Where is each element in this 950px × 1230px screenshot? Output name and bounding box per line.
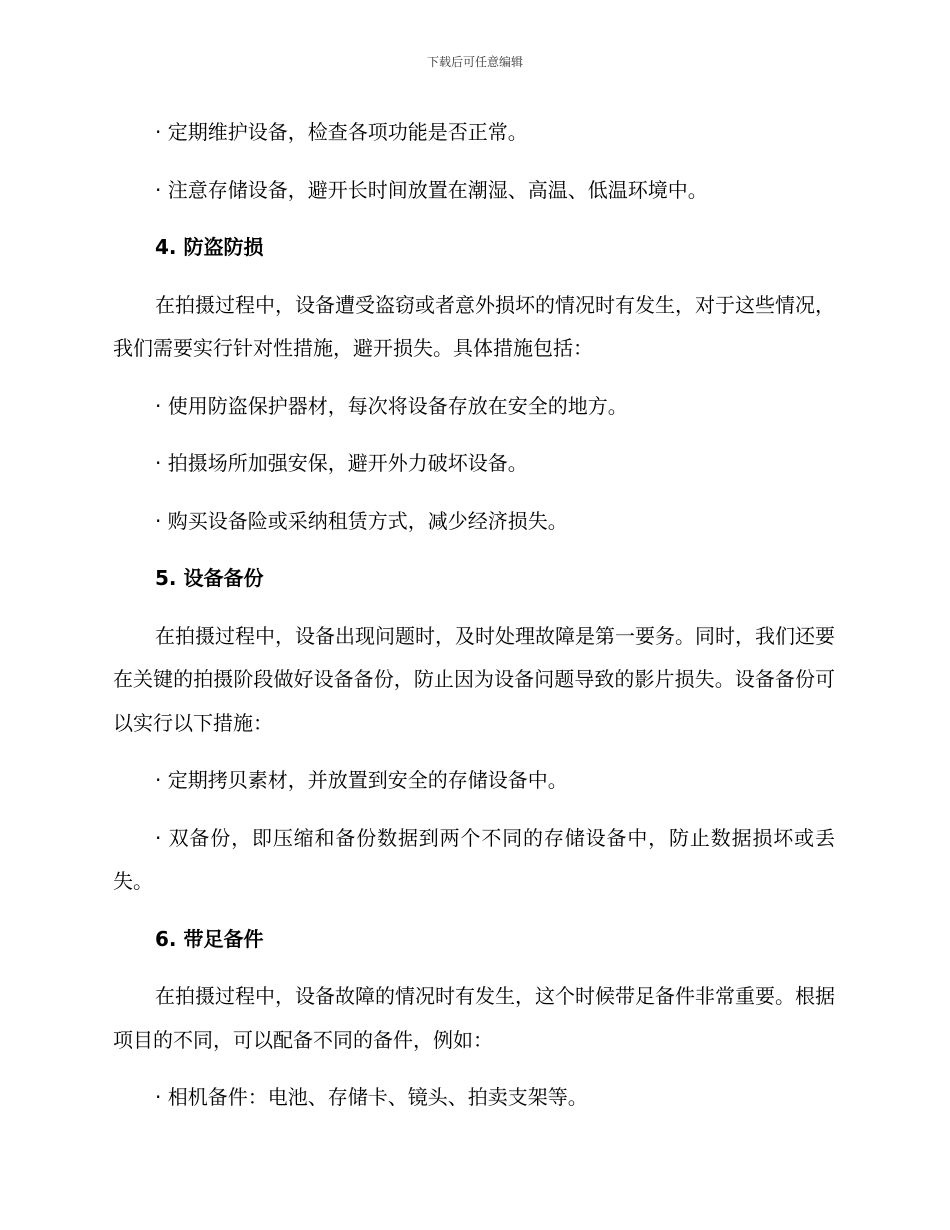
bullet-item: · 定期维护设备，检查各项功能是否正常。 xyxy=(155,120,528,144)
bullet-item: · 拍摄场所加强安保，避开外力破坏设备。 xyxy=(155,451,528,475)
bullet-item: · 注意存储设备，避开长时间放置在潮湿、高温、低温环境中。 xyxy=(155,177,708,202)
bullet-item: · 双备份，即压缩和备份数据到两个不同的存储设备中，防止数据损坏或丢失。 xyxy=(113,825,835,893)
paragraph: 在拍摄过程中，设备故障的情况时有发生，这个时候带足备件非常重要。根据项目的不同，可以配备不同的备件，例如： xyxy=(113,984,835,1052)
paragraph: 在拍摄过程中，设备遭受盗窃或者意外损坏的情况时有发生，对于这些情况，我们需要实行针对性措施，避开损失。具体措施包括： xyxy=(113,292,835,360)
page-header: 下载后可任意编辑 xyxy=(426,55,523,69)
section-heading-5: 5. 设备备份 xyxy=(155,566,264,590)
bullet-item: · 使用防盗保护器材，每次将设备存放在安全的地方。 xyxy=(155,393,628,418)
bullet-item: · 定期拷贝素材，并放置到安全的存储设备中。 xyxy=(155,768,568,792)
paragraph: 在拍摄过程中，设备出现问题时，及时处理故障是第一要务。同时，我们还要在关键的拍摄阶段做好设备备份，防止因为设备问题导致的影片损失。设备备份可以实行以下措施： xyxy=(113,623,835,735)
document-body xyxy=(113,111,835,1134)
section-heading-6: 6. 带足备件 xyxy=(155,926,264,951)
bullet-item: · 相机备件：电池、存储卡、镜头、拍卖支架等。 xyxy=(155,1085,588,1109)
bullet-item: · 购买设备险或采纳租赁方式，减少经济损失。 xyxy=(155,508,568,533)
section-heading-4: 4. 防盗防损 xyxy=(155,235,264,259)
